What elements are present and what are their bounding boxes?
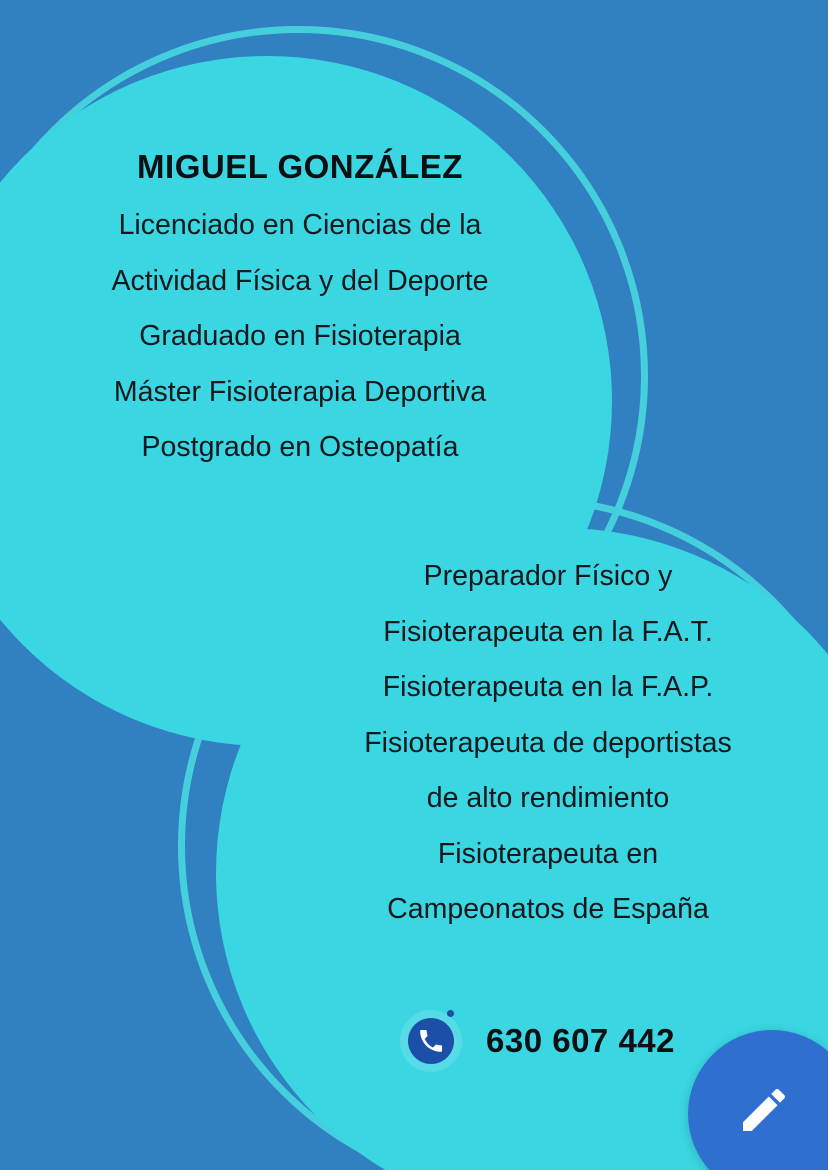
phone-icon-dot xyxy=(447,1010,454,1017)
credential-line: Postgrado en Osteopatía xyxy=(141,431,459,463)
phone-number[interactable]: 630 607 442 xyxy=(486,1022,676,1059)
credentials-block-bottom xyxy=(248,562,828,951)
credential-line: Preparador Físico y xyxy=(423,560,673,592)
credential-line: Fisioterapeuta en xyxy=(437,837,659,870)
credential-line: de alto rendimiento xyxy=(426,782,670,814)
credential-line: Máster Fisioterapia Deportiva xyxy=(113,375,487,408)
credential-line: Licenciado en Ciencias de la xyxy=(118,209,482,241)
pencil-icon xyxy=(736,1082,792,1143)
phone-icon xyxy=(400,1010,462,1072)
credential-line: Graduado en Fisioterapia xyxy=(139,320,461,352)
credentials-block-top xyxy=(0,150,600,489)
credential-line: Campeonatos de España xyxy=(387,893,709,925)
credential-line: Fisioterapeuta de deportistas xyxy=(364,726,732,759)
phone-icon-disc xyxy=(408,1018,454,1064)
credential-line: Fisioterapeuta en la F.A.T. xyxy=(383,615,713,648)
credential-line: Actividad Física y del Deporte xyxy=(111,264,489,297)
credential-line: Fisioterapeuta en la F.A.P. xyxy=(382,671,714,703)
contact-phone-row[interactable] xyxy=(400,1010,675,1072)
person-name: MIGUEL GONZÁLEZ xyxy=(137,148,463,185)
